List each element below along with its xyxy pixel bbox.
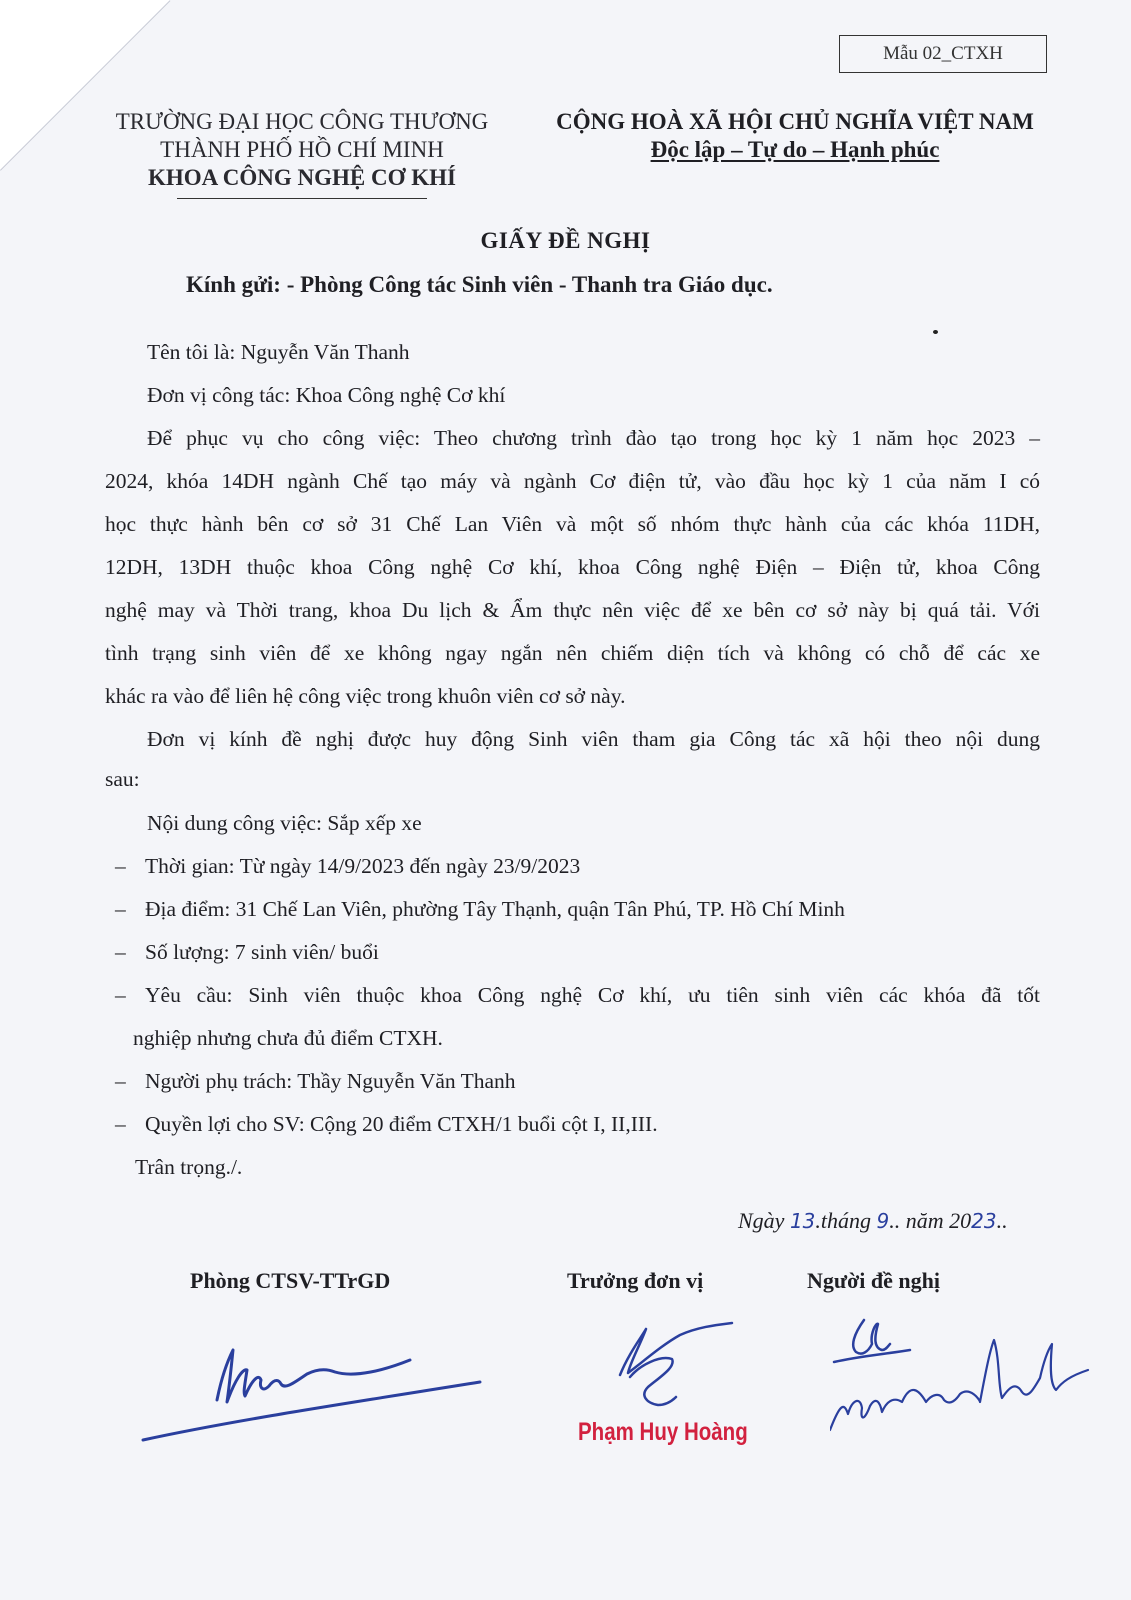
purpose-line: tình trạng sinh viên để xe không ngay ngắn nên chiếm diện tích và không có chỗ để các xe [105,641,1040,665]
bullet-dash: – [115,897,126,921]
date-year-label: .. năm 20 [889,1208,972,1233]
purpose-line: 12DH, 13DH thuộc khoa Công nghệ Cơ khí, khoa Công nghệ Điện – Điện tử, khoa Công [105,555,1040,579]
bullet-item-benefits [115,1112,658,1137]
date-month: 9 [876,1209,890,1233]
date-day: 13 [789,1209,816,1233]
date-line [738,1208,1008,1234]
bullet-text: Địa điểm: 31 Chế Lan Viên, phường Tây Thạnh, quận Tân Phú, TP. Hồ Chí Minh [145,897,845,921]
header-left-rule [177,198,427,199]
national-header [530,108,1060,164]
bullet-item-person-in-charge [115,1069,516,1094]
date-end: .. [996,1208,1008,1233]
bullet-text: Người phụ trách: Thầy Nguyễn Văn Thanh [145,1069,516,1093]
date-month-label: .tháng [815,1208,877,1233]
bullet-item-requirement [115,983,1040,1008]
bullet-dash: – [115,940,126,964]
ink-speck [933,330,938,334]
bullet-dash: – [115,854,126,878]
institution-header [92,108,512,199]
bullet-dash: – [115,1112,126,1136]
unit-line: Đơn vị công tác: Khoa Công nghệ Cơ khí [147,383,506,407]
proposer-signature [830,1310,1090,1460]
bullet-text: Quyền lợi cho SV: Cộng 20 điểm CTXH/1 buổi cột I, II,III. [145,1112,658,1136]
closing-line: Trân trọng./. [135,1155,243,1179]
request-line: sau: [105,767,140,791]
recipient-line: Kính gửi: - Phòng Công tác Sinh viên - Thanh tra Giáo dục. [186,272,773,297]
head-signature-label: Trưởng đơn vị [567,1268,704,1293]
form-code-box: Mẫu 02_CTXH [839,35,1047,73]
date-prefix: Ngày [738,1208,790,1233]
bullet-text: Yêu cầu: Sinh viên thuộc khoa Công nghệ Cơ khí, ưu tiên sinh viên các khóa đã tốt [145,983,1040,1007]
purpose-line: 2024, khóa 14DH ngành Chế tạo máy và ngành Cơ điện tử, vào đầu học kỳ 1 của năm I có [105,469,1040,493]
purpose-line: học thực hành bên cơ sở 31 Chế Lan Viên và một số nhóm thực hành của các khóa 11DH, [105,512,1040,536]
country-name: CỘNG HOÀ XÃ HỘI CHỦ NGHĨA VIỆT NAM [556,109,1034,134]
bullet-dash: – [115,983,126,1007]
bullet-text: Số lượng: 7 sinh viên/ buổi [145,940,379,964]
bullet-item-location [115,897,845,922]
institution-line-1: TRƯỜNG ĐẠI HỌC CÔNG THƯƠNG [115,109,489,134]
date-year-suffix: 23 [971,1209,997,1233]
request-line: Đơn vị kính đề nghị được huy động Sinh viên tham gia Công tác xã hội theo nội dung [147,727,1040,751]
office-signature [135,1330,485,1450]
office-signature-label: Phòng CTSV-TTrGD [190,1268,391,1293]
head-stamp-name: Phạm Huy Hoàng [578,1418,748,1446]
bullet-item-time [115,854,580,879]
document-title: GIẤY ĐỀ NGHỊ [480,228,651,253]
purpose-line: nghệ may và Thời trang, khoa Du lịch & Ẩm thực nên việc để xe bên cơ sở này bị quá tải. Với [105,598,1040,622]
institution-line-2: THÀNH PHỐ HỒ CHÍ MINH [160,137,444,162]
head-signature [600,1315,740,1415]
bullet-text: Thời gian: Từ ngày 14/9/2023 đến ngày 23/9/2023 [145,854,581,878]
proposer-signature-label: Người đề nghị [807,1268,940,1293]
purpose-line: Để phục vụ cho công việc: Theo chương trình đào tạo trong học kỳ 1 năm học 2023 – [147,426,1040,450]
bullet-item-quantity [115,940,379,965]
bullet-dash: – [115,1069,126,1093]
national-motto: Độc lập – Tự do – Hạnh phúc [650,137,940,162]
faculty-name: KHOA CÔNG NGHỆ CƠ KHÍ [148,165,456,190]
purpose-line: khác ra vào để liên hệ công việc trong khuôn viên cơ sở này. [105,684,626,708]
content-line: Nội dung công việc: Sắp xếp xe [147,811,422,835]
requirement-continuation: nghiệp nhưng chưa đủ điểm CTXH. [133,1026,443,1050]
name-line: Tên tôi là: Nguyễn Văn Thanh [147,340,410,364]
